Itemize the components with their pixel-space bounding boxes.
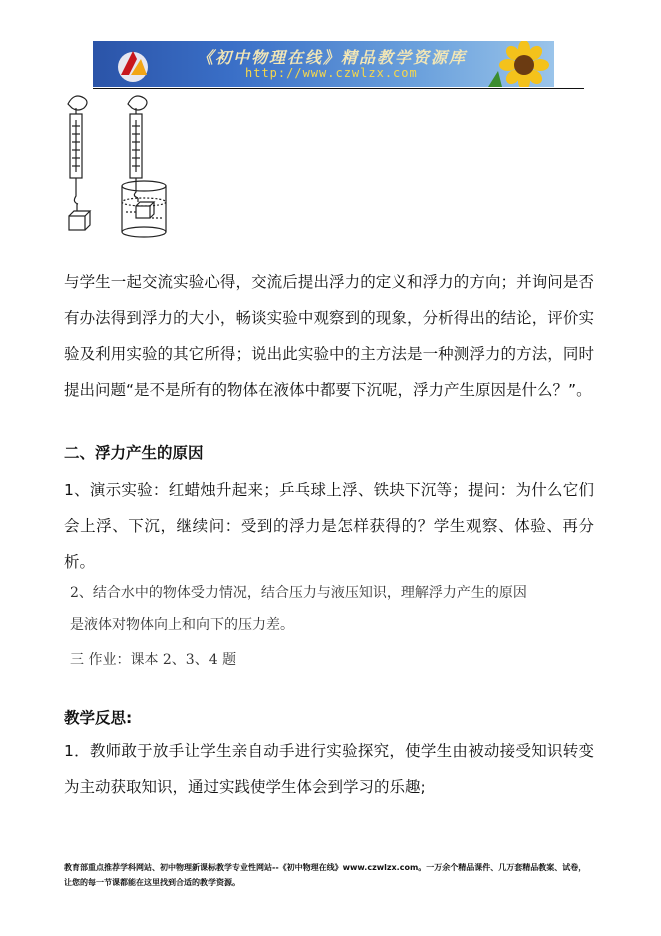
reflection-heading: 教学反思:: [64, 709, 133, 727]
scanned-line-3: 三 作业：课本 2、3、4 题: [70, 652, 237, 668]
banner-title: 《初中物理在线》精品教学资源库: [197, 48, 468, 67]
paragraph-3: 1．教师敢于放手让学生亲自动手进行实验探究，使学生由被动接受知识转变为主动获取知识，通过实践使学生体会到学习的乐趣;: [64, 742, 594, 796]
paragraph-1: 与学生一起交流实验心得，交流后提出浮力的定义和浮力的方向；并询问是否有办法得到浮力的大小，畅谈实验中观察到的现象，分析得出的结论，评价实验及利用实验的其它所得；说出此实验中的主方法是一种测浮力的方法，同时提出问题“是不是所有的物体在液体中都要下沉呢，浮力产生原因是什么？”。: [64, 273, 594, 399]
banner-url[interactable]: http://www.czwlzx.com: [245, 66, 418, 80]
paragraph-2: 1、演示实验：红蜡烛升起来；乒乓球上浮、铁块下沉等；提问：为什么它们会上浮、下沉，继续问：受到的浮力是怎样获得的？学生观察、体验、再分析。: [64, 481, 594, 571]
sunflower-icon: [488, 41, 552, 87]
header-banner: [93, 41, 554, 87]
header-rule: [93, 88, 584, 89]
footer-text: 教育部重点推荐学科网站、初中物理新课标教学专业性网站--《初中物理在线》www.czwlzx.com。一万余个精品课件、几万套精品教案、试卷，让您的每一节课都能在这里找到合适的教学资源。: [64, 863, 587, 887]
scanned-line-1: 2、结合水中的物体受力情况，结合压力与液压知识，理解浮力产生的原因: [70, 585, 527, 601]
spring-scale-diagram: [60, 92, 180, 242]
site-logo-icon: [113, 45, 153, 85]
scanned-line-2: 是液体对物体向上和向下的压力差。: [70, 617, 294, 633]
section-heading-2: 二、浮力产生的原因: [64, 444, 204, 462]
